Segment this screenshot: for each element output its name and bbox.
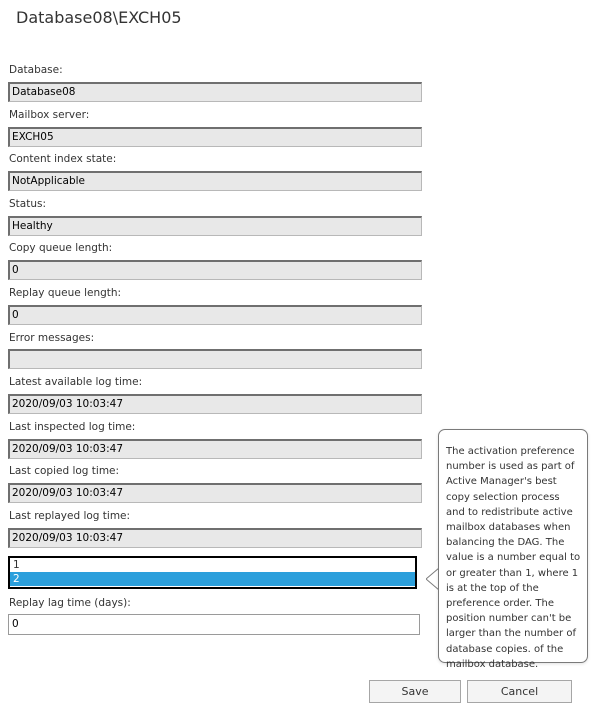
copy-queue-length-field: 0 [8, 260, 422, 280]
activation-preference-listbox[interactable] [8, 556, 417, 589]
tooltip-text: The activation preference number is used as part of Active Manager's best copy selection process and to redistribute active mailbox databases when balancing the DAG. The value is a number equal to or greater than 1, where 1 is at the top of the preference order. The position number can't be larger than the number of database copies. of the mailbox database. [446, 446, 581, 670]
database-field: Database08 [8, 82, 422, 102]
last-copied-log-time-field: 2020/09/03 10:03:47 [8, 483, 422, 503]
copy-queue-length-label: Copy queue length: [9, 242, 113, 254]
replay-lag-time-label: Replay lag time (days): [9, 597, 131, 609]
activation-preference-option-2[interactable]: 2 [10, 572, 415, 586]
replay-queue-length-label: Replay queue length: [9, 287, 122, 299]
database-label: Database: [9, 64, 63, 76]
content-index-state-field: NotApplicable [8, 171, 422, 191]
latest-available-log-time-label: Latest available log time: [9, 376, 143, 388]
last-copied-log-time-label: Last copied log time: [9, 465, 120, 477]
replay-lag-time-input[interactable]: 0 [8, 614, 420, 635]
error-messages-field [8, 349, 422, 369]
last-inspected-log-time-label: Last inspected log time: [9, 421, 136, 433]
mailbox-server-field: EXCH05 [8, 127, 422, 147]
error-messages-label: Error messages: [9, 332, 95, 344]
dialog-title: Database08\EXCH05 [16, 8, 182, 27]
mailbox-server-label: Mailbox server: [9, 109, 90, 121]
save-button[interactable]: Save [369, 680, 461, 703]
last-replayed-log-time-field: 2020/09/03 10:03:47 [8, 528, 422, 548]
status-field: Healthy [8, 216, 422, 236]
latest-available-log-time-field: 2020/09/03 10:03:47 [8, 394, 422, 414]
status-label: Status: [9, 198, 46, 210]
activation-preference-option-1[interactable]: 1 [13, 559, 20, 571]
last-inspected-log-time-field: 2020/09/03 10:03:47 [8, 439, 422, 459]
last-replayed-log-time-label: Last replayed log time: [9, 510, 131, 522]
activation-preference-tooltip [438, 429, 588, 670]
cancel-button[interactable]: Cancel [467, 680, 572, 703]
content-index-state-label: Content index state: [9, 153, 117, 165]
replay-queue-length-field: 0 [8, 305, 422, 325]
